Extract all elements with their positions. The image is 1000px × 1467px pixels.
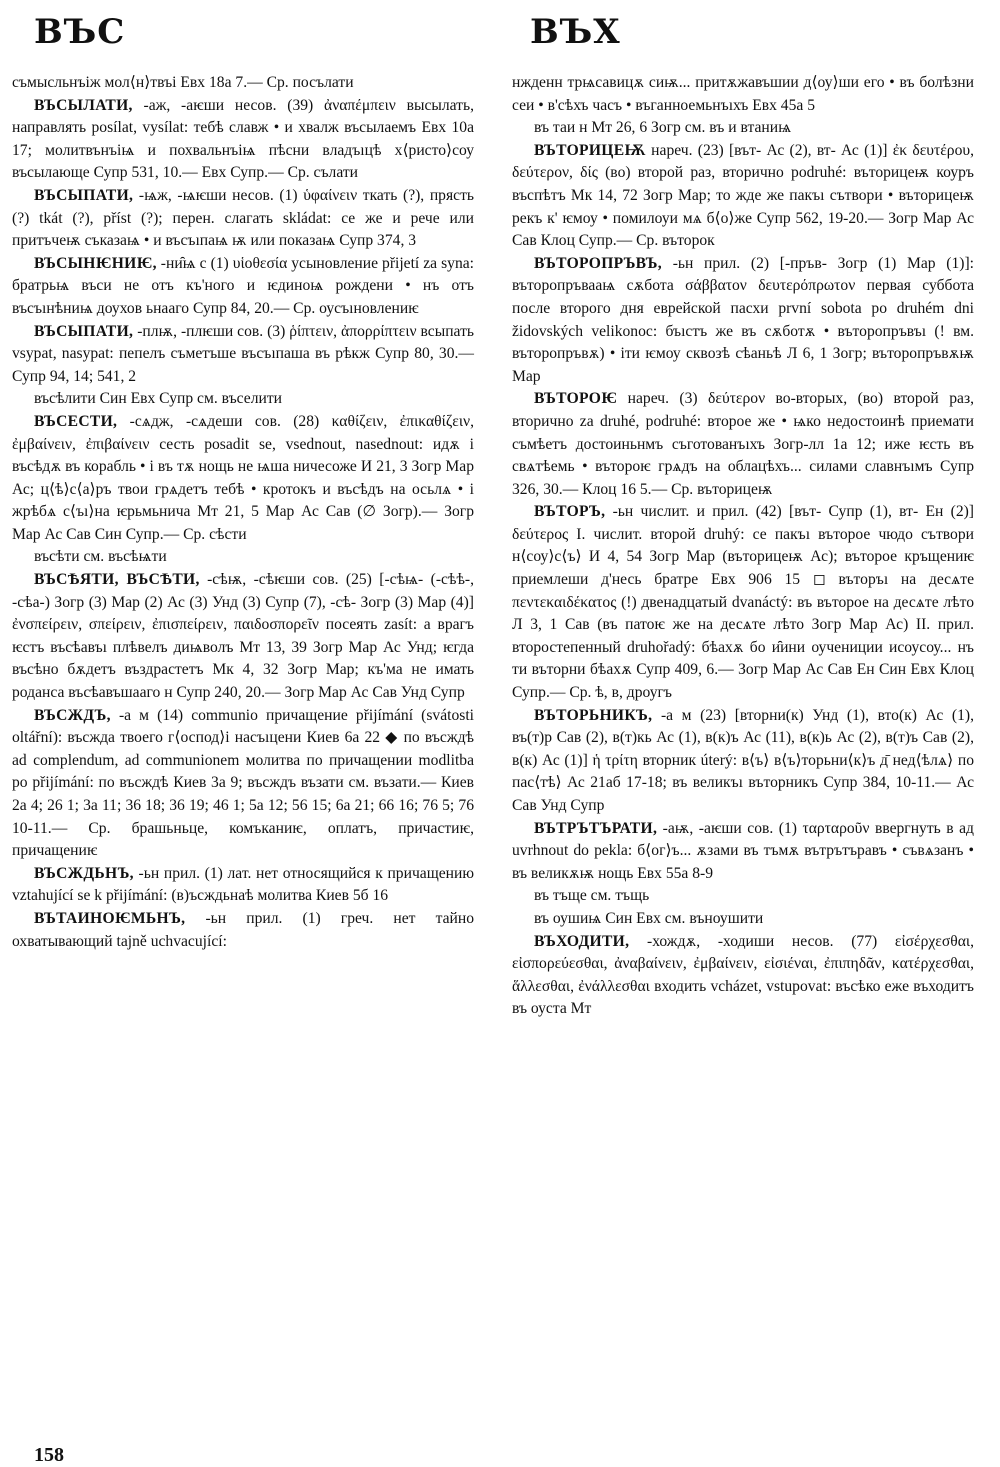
right-column: [512, 72, 974, 1021]
entry: [12, 546, 474, 569]
entry-text: нареч. (3) δεύτερον во-вторых, (во) второй раз, вторично za druhé, podruhé: второе же • ѩко недостоинѣ приемати съмѣетъ достоиньнмъ съготованъıхъ Зогр-лл 1а 12; иже ѥсть въ свѧтѣемь • вътороѥ грѧдъ на облацѣхъ... силами славнъıмъ Супр 326, 30.— Клоц 16 5.— Ср. въторицеѭ: [512, 390, 974, 498]
entry-text: -аж, -аѥши несов. (39) ἀναπέμπειν высылать, направлять posílat, vysílat: тебѣ славж • и хвалж въсылаемъ Евх 10а 17; молитвънъіѩ и похвальнъіѩ пѣсни владъıцѣ х⟨ристо⟩соу въсылающе Супр 531, 10.— Евх Супр.— Ср. сълати: [12, 96, 474, 182]
headword: ВЪХОДИТИ,: [534, 932, 630, 950]
entry-text: въ таи н Мт 26, 6 Зогр см. въ и втаниѩ: [534, 119, 792, 137]
entry: [512, 117, 974, 140]
entry-text: -ни̑ѩ с (1) υἱοθεσία усыновление přijetí za syna: братрьѩ въси не отъ къ'ного и ѥдиноѩ рождени • нъ отъ въсъıнѣниѩ доухов ьнааго Супр 84, 20.— Ср. оусъıновлениѥ: [12, 254, 475, 317]
headword: ВЪТОРОѤ: [534, 390, 618, 408]
left-column: [12, 72, 474, 953]
headword: ВЪСЖДЪ,: [34, 706, 111, 724]
headword: ВЪТАИНОѤМЬНЪ,: [34, 909, 186, 927]
headword: ВЪСЫЛАТИ,: [34, 96, 133, 114]
entry: [512, 818, 974, 886]
entry-text: -а м (23) [вторни(к) Унд (1), вто(к) Ас (1), въ(т)р Сав (2), в(т)кь Ас (1), в(к)ъ Ас (11), в(к)ь Ас (2), в(т)ъ Сав (2), в(к) Ас (1)] ἡ τρίτη вторник úterý: в⟨ъ⟩ в⟨ъ⟩торьни⟨к⟩ъ д̄ нед⟨ѣлѧ⟩ по пас⟨тѣ⟩ Ас 21аб 17-18; въ великъı въторникъ Супр 384, 10-11.— Ас Сав Унд Супр: [512, 706, 974, 814]
entry: [512, 705, 974, 818]
entry: [12, 321, 474, 389]
entry-text: нжденн трѩсавицѫ сиѭ... притѫжавъшии д⟨оу⟩ши его • въ болѣзни сеи • в'сѣхъ часъ • въганноемьнъıхъ Евх 45а 5: [512, 74, 974, 114]
headword: ВЪТОРОПРЪВЪ,: [534, 254, 662, 272]
entry-text: въ оушиѩ Син Евх см. въноушити: [534, 909, 764, 927]
headword: ВЪТОРИЦЕѬ: [534, 141, 646, 159]
entry: [512, 501, 974, 704]
entry: [12, 863, 474, 908]
page-number: 158: [34, 1444, 64, 1466]
entry: [12, 253, 474, 321]
headword: ВЪСЖДЬНЪ,: [34, 864, 134, 882]
entry: [12, 72, 474, 95]
entry: [512, 140, 974, 253]
entry: [12, 705, 474, 863]
headword: ВЪСЫНѤНИѤ,: [34, 254, 157, 272]
entry: [12, 569, 474, 705]
headword: ВЪСЫПАТИ,: [34, 322, 134, 340]
entry: [512, 931, 974, 1021]
entry-text: съмысльнъіж мол⟨н⟩твъі Евх 18а 7.— Ср. посълати: [12, 74, 354, 91]
entry-text: -плѭ, -плѥши сов. (3) ῥίπτειν, ἀπορρίπτειν всыпать vsypat, nasypat: пепелъ съметъше въсъıпаша въ рѣкж Супр 80, 30.— Супр 94, 14; 541, 2: [12, 322, 474, 385]
entry-text: -ьн прил. (1) греч. нет тайно охватывающий tajně uchvacující:: [12, 909, 474, 950]
entry-text: -сѧдж, -сѧдеши сов. (28) καθίζειν, ἐπικαθίζειν, ἐμβαίνειν, ἐπιβαίνειν сесть posadit se, vsednout, nasednout: идѫ і въсѣдѫ въ корабль • і въ тѫ нощь не ѩша ничесоже И 21, 3 Зогр Мар Ас; ц⟨ѣ⟩с⟨а⟩ръ твои грѧдетъ тебѣ • кротокъ и въсѣдъ на осьлѧ • і жрѣбѧ с⟨ъı⟩на ѥрьмьнича Мт 21, 5 Мар Ас Сав (∅ Зогр).— Зогр Мар Ас Сав Син Супр.— Ср. сѣсти: [12, 412, 474, 543]
running-head-left: ВЪС: [34, 12, 126, 52]
entry: [512, 253, 974, 389]
entry-text: въсѣлити Син Евх Супр см. въселити: [34, 390, 282, 408]
headword: ВЪСѢЯТИ, ВЪСѢТИ,: [34, 571, 200, 589]
entry: [12, 95, 474, 185]
entry: [12, 388, 474, 411]
entry-text: -ьн числит. и прил. (42) [вът- Супр (1), вт- Ен (2)] δεύτερος I. числит. второй druhý: се пакъı въторое чюдо сътвори н⟨соу⟩с⟨ъ⟩ И 4, 54 Зогр Мар (въторицеѭ Ас); въторое кръщениѥ приемлеши д'несь братре Евх 906 15 ◻ въторъı на десѧте πεντεκαιδέκατος (!) двенадцатый dvanáctý: въ въторое на десѧте лѣто Л 3, 1 Сав (въ патоѥ же на десѧте лѣто Зогр Мар Ас) II. прил. второстепенный druhořadý: бѣахѫ бо и̑ини оучениции исоусоу... нъ ти въторни бѣахѫ Супр 409, 6.— Зогр Мар Ас Сав Ен Син Евх Клоц Супр.— Ср. ѣ, в, дроугъ: [512, 503, 975, 702]
headword: ВЪСЕСТИ,: [34, 412, 118, 430]
entry-text: -сѣѭ, -сѣѥши сов. (25) [-сѣѩ- (-сѣѣ-, -сѣа-) Зогр (3) Мар (2) Ас (3) Унд (3) Супр (7), -сѣ- Зогр (3) Мар (4)] ἐνσπείρειν, σπείρειν, ἐπισπείρειν, παιδοσπορεῖν посеять zasít: а врагъ ѥстъ въсѣавъı плѣвелъ диѩволъ Мт 13, 39 Зогр Мар Ас Унд; ѥгда въсѣно бѫдетъ въздрастетъ Мк 4, 32 Зогр Мар; къ'ма не имать роданса въсѣавъшааго н Супр 240, 20.— Зогр Мар Ас Сав Унд Супр: [12, 571, 474, 702]
entry-text: въ тъще см. тъщь: [534, 887, 650, 905]
entry-text: въсѣти см. въсѣѩти: [34, 548, 167, 566]
running-head-right: ВЪХ: [530, 12, 621, 52]
entry-text: -а м (14) communio причащение přijímání (svátosti oltářní): въсжда твоего г⟨оспод⟩і насъıцени Киев 6а 22 ◆ по въсждѣ ad complendum, ad communionem молитва по причащении modlitba po přijímání: по въсждѣ Киев 3а 9; въсждъ възати см. възати.— Киев 2а 4; 26 1; 3а 11; 36 18; 36 19; 46 1; 5а 12; 56 15; 6а 21; 66 16; 76 5; 76 10-11.— Ср. брашьньце, комъканиѥ, оплатъ, причастиѥ, причащениѥ: [12, 706, 474, 860]
entry-text: -хождѫ, -ходиши несов. (77) εἰσέρχεσθαι, εἰσπορεύεσθαι, ἀναβαίνειν, ἐμβαίνειν, εἰσιέναι, ἐπιπηδᾶν, κατέρχεσθαι, ἅλλεσθαι, ἐνάλλεσθαι входить vcházet, vstupovat: въсѣко еже въходитъ въ оуста Мт: [512, 932, 974, 1018]
headword: ВЪСЫПАТИ,: [34, 186, 134, 204]
entry: [512, 388, 974, 501]
headword: ВЪТРЪТЪРАТИ,: [534, 819, 658, 837]
entry: [512, 72, 974, 117]
entry: [12, 411, 474, 547]
entry: [12, 185, 474, 253]
entry-text: -ьн прил. (2) [-пръв- Зогр (1) Мар (1)]: въторопръвааѩ сѫбота σάββατον δευτερόπρωτον первая суббота после второго дня еврейской пасхи první sobota po druhém dni židovských velikonoc: бъıстъ же въ сѫботѫ • въторопръвъı (! вм. въторопръвѫ) • іти ѥмоу сквозѣ сѣаньѣ Л 6, 1 Зогр; въторопръвѫѭ Мар: [512, 254, 974, 385]
entry: [512, 908, 974, 931]
entry-text: -ѩж, -ѩѥши несов. (1) ὑφαίνειν ткать (?), прясть (?) tkát (?), příst (?); перен. слагать skládat: се же и рече или притъчеѭ съказаѩ • и въсъıпаѩ ѭ или показаѩ Супр 374, 3: [12, 186, 474, 250]
entry: [12, 908, 474, 953]
entry-text: -аѭ, -аѥши сов. (1) ταρταροῦν ввергнуть в ад uvrhnout do pekla: б⟨ог⟩ъ... ѫзами въ тъмѫ вътрътъравъ • съвѧзанъ • въ великѫѭ нощь Евх 55а 8-9: [512, 819, 974, 882]
entry-text: -ьн прил. (1) лат. нет относящийся к причащению vztahující se k přijímání: (в)ъсждьнаѣ молитва Киев 5б 16: [12, 864, 474, 905]
entry-text: нареч. (23) [вът- Ас (2), вт- Ас (1)] ἐκ δευτέρου, δεύτερον, δίς (во) второй раз, вторично podruhé: въторицеѭ коуръ въспѣтъ Мк 14, 72 Зогр Мар; то жде же пакъı сътвори • въторицеѭ рекъ к' ѥмоу • помилоуи мѧ б⟨о⟩же Супр 562, 19-20.— Зогр Мар Ас Сав Клоц Супр.— Ср. въторок: [512, 141, 974, 250]
headword: ВЪТОРЬНИКЪ,: [534, 706, 653, 724]
entry: [512, 885, 974, 908]
headword: ВЪТОРЪ,: [534, 503, 606, 521]
